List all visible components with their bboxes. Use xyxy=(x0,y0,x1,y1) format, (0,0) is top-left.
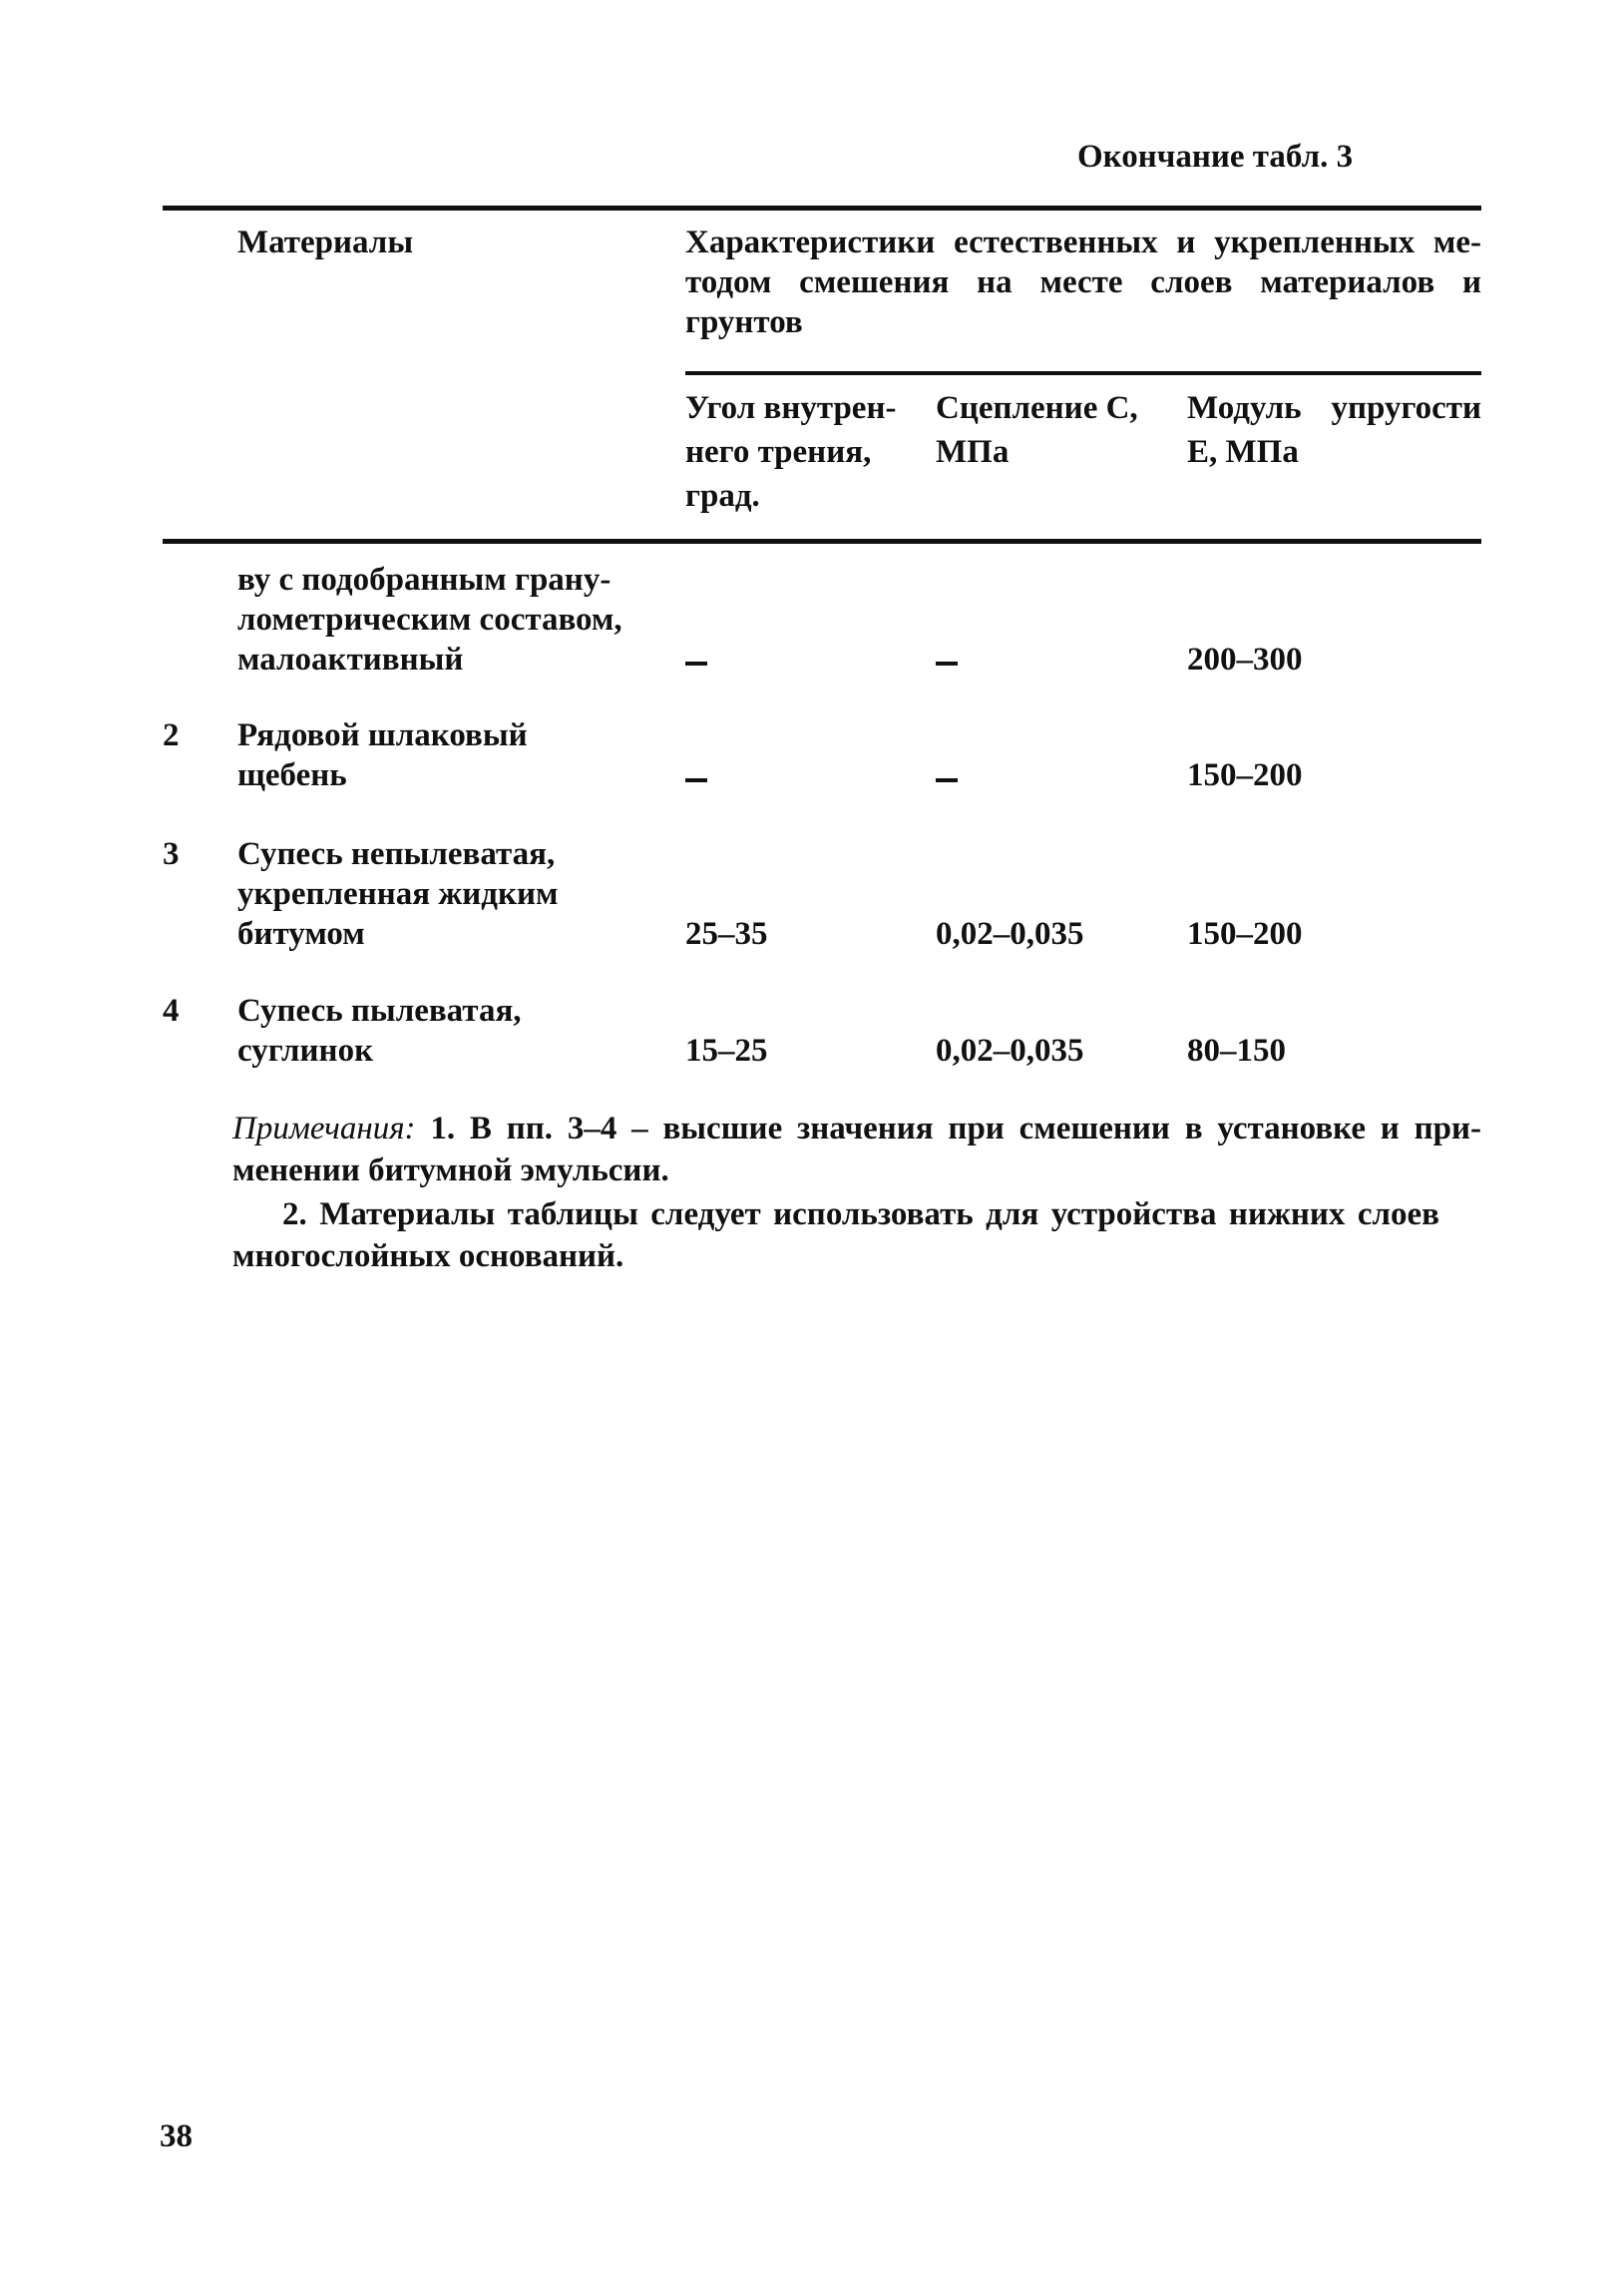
header-modulus-line-2: Е, МПа xyxy=(1187,434,1299,470)
row-3-material-line-3: битумом xyxy=(237,916,365,952)
row-4-angle: 15–25 xyxy=(685,1033,768,1069)
header-cohesion-line-1: Сцепление С, xyxy=(936,390,1138,426)
header-friction-angle-line-2: него трения, xyxy=(685,434,872,470)
header-bottom-rule xyxy=(163,539,1481,544)
row-3-modulus: 150–200 xyxy=(1187,916,1303,952)
row-3-number: 3 xyxy=(163,836,180,872)
row-2-number: 2 xyxy=(163,717,180,753)
note-1-line-2: менении битумной эмульсии. xyxy=(232,1152,669,1188)
row-3-material-line-2: укрепленная жидким xyxy=(237,876,559,912)
header-friction-angle-line-3: град. xyxy=(685,478,760,514)
row-4-material-line-2: суглинок xyxy=(237,1033,374,1069)
header-characteristics-line-2: тодом смешения на месте слоев материалов и xyxy=(685,264,1481,300)
row-2-material-line-2: щебень xyxy=(237,757,347,793)
table-top-rule xyxy=(163,206,1481,211)
row-4-cohesion: 0,02–0,035 xyxy=(936,1033,1084,1069)
row-4-number: 4 xyxy=(163,993,180,1029)
row-2-modulus: 150–200 xyxy=(1187,757,1303,793)
row-2-material-line-1: Рядовой шлаковый xyxy=(237,717,528,753)
note-1-line-1 xyxy=(232,1108,1481,1149)
note-2-line-1: 2. Материалы таблицы следует использовать для устройства нижних слоев xyxy=(282,1196,1439,1232)
header-modulus-line-1: Модуль упругости xyxy=(1187,390,1481,426)
row-3-cohesion: 0,02–0,035 xyxy=(936,916,1084,952)
row-1-modulus: 200–300 xyxy=(1187,642,1303,678)
row-3-material-line-1: Супесь непылеватая, xyxy=(237,836,556,872)
row-2-cohesion-dash xyxy=(936,778,958,782)
header-friction-angle-line-1: Угол внутрен- xyxy=(685,390,897,426)
row-1-material-line-2: лометрическим составом, xyxy=(237,602,622,638)
header-characteristics-line-3: грунтов xyxy=(685,304,803,340)
row-1-angle-dash xyxy=(685,662,707,666)
row-1-material-line-3: малоактивный xyxy=(237,642,464,678)
page-number: 38 xyxy=(160,2118,193,2154)
header-characteristics-line-1: Характеристики естественных и укрепленных ме- xyxy=(685,225,1481,260)
note-2-line-2: многослойных оснований. xyxy=(232,1238,624,1274)
row-4-modulus: 80–150 xyxy=(1187,1033,1286,1069)
row-1-material-line-1: ву с подобранным грану- xyxy=(237,562,611,598)
row-1-cohesion-dash xyxy=(936,662,958,666)
header-cohesion-line-2: МПа xyxy=(936,434,1010,470)
table-caption: Окончание табл. 3 xyxy=(1077,139,1354,175)
row-2-angle-dash xyxy=(685,778,707,782)
header-materials: Материалы xyxy=(237,225,414,260)
subheader-rule xyxy=(685,371,1481,375)
row-4-material-line-1: Супесь пылеватая, xyxy=(237,993,522,1029)
notes-label: Примечания: xyxy=(232,1111,416,1147)
note-1-text: 1. В пп. 3–4 – высшие значения при смешении в установке и при- xyxy=(415,1111,1481,1147)
row-3-angle: 25–35 xyxy=(685,916,768,952)
